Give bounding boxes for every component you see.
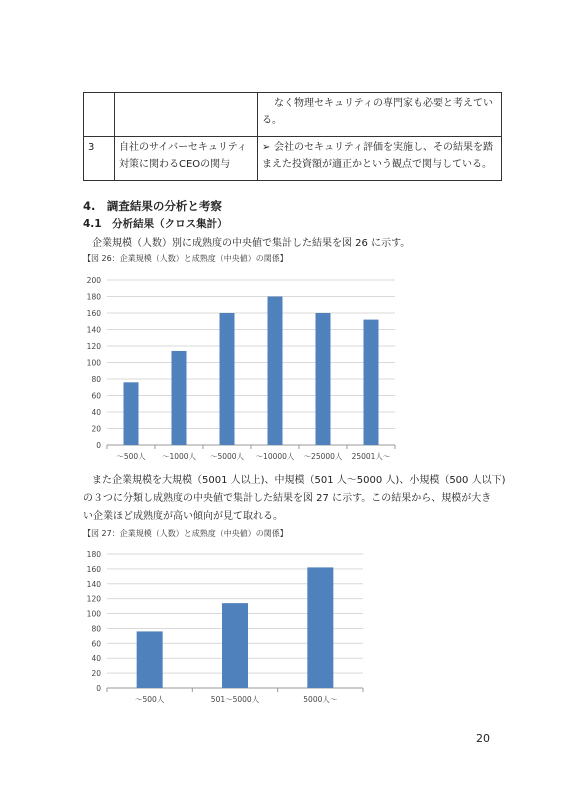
y-tick-label: 140 [86,579,101,589]
y-tick-label: 60 [91,639,101,649]
table-row [84,137,502,181]
arrow-bullet-icon: ➢ [262,142,271,153]
x-tick-label: 〜1000人 [161,452,197,461]
bar [268,297,283,446]
chart-figure-26 [83,272,413,468]
y-tick-label: 80 [91,375,101,384]
survey-table [83,92,502,181]
x-tick-label: 〜25000人 [303,452,343,461]
bar [222,603,248,688]
table-desc-text: なく物理セキュリティの専門家も必要と考えている。 [262,98,493,126]
bar [124,382,139,445]
bar [364,320,379,445]
table-row [84,93,502,137]
x-tick-label: 〜500人 [116,452,146,461]
paragraph-2-line-1: また企業規模を大規模（5001 人以上)、中規模（501 人〜5000 人)、小規模（500 人以下) [92,475,506,486]
table-cell-num [84,93,115,137]
section-title: 4. 調査結果の分析と考察 [83,199,222,213]
y-tick-label: 40 [91,654,101,664]
x-tick-label: 〜10000人 [255,452,295,461]
x-tick-label: 5000人〜 [303,695,338,704]
y-tick-label: 120 [86,342,101,351]
bar [307,567,333,688]
paragraph-2-line-3: い企業ほど成熟度が高い傾向が見て取れる。 [83,511,283,522]
bar [220,313,235,445]
y-tick-label: 100 [86,358,101,368]
paragraph-1: 企業規模（人数）別に成熟度の中央値で集計した結果を図 26 に示す。 [92,238,411,249]
table-cell-num: 3 [84,137,115,181]
figure-26-caption: 【図 26：企業規模（人数）と成熟度（中央値）の関係】 [83,254,288,263]
paragraph-2-line-2: の３つに分類し成熟度の中央値で集計した結果を図 27 に示す。この結果から、規模が大き [83,493,492,504]
x-tick-label: 501〜5000人 [210,695,260,704]
y-tick-label: 120 [86,594,101,604]
table-cell-item: 自社のサイバーセキュリティ対策に関わるCEOの関与 [115,137,258,181]
y-tick-label: 100 [86,609,101,619]
y-tick-label: 140 [86,325,101,335]
y-tick-label: 0 [96,441,101,450]
y-tick-label: 60 [91,391,101,401]
chart-figure-27 [83,546,383,712]
table-cell-item [115,93,258,137]
figure-27-caption: 【図 27：企業規模（人数）と成熟度（中央値）の関係】 [83,529,288,538]
y-tick-label: 200 [86,276,101,285]
y-tick-label: 0 [96,684,101,693]
page-number: 20 [476,732,490,745]
subsection-title: 4.1 分析結果（クロス集計） [83,218,228,230]
bar [172,351,187,445]
x-tick-label: 〜500人 [135,695,165,704]
bar [137,631,163,688]
x-tick-label: 〜5000人 [209,452,245,461]
y-tick-label: 20 [91,424,101,434]
y-tick-label: 180 [86,550,101,559]
y-tick-label: 40 [91,408,101,417]
y-tick-label: 180 [86,292,101,302]
y-tick-label: 20 [91,669,101,679]
y-tick-label: 160 [86,564,101,574]
bar [316,313,331,445]
y-tick-label: 160 [86,309,101,318]
table-desc-text: 会社のセキュリティ評価を実施し、その結果を踏まえた投資額が適正かという観点で関与している。 [262,142,493,170]
y-tick-label: 80 [91,624,101,634]
x-tick-label: 25001人〜 [351,452,391,461]
table-cell-desc [258,93,502,137]
table-cell-desc [258,137,502,181]
